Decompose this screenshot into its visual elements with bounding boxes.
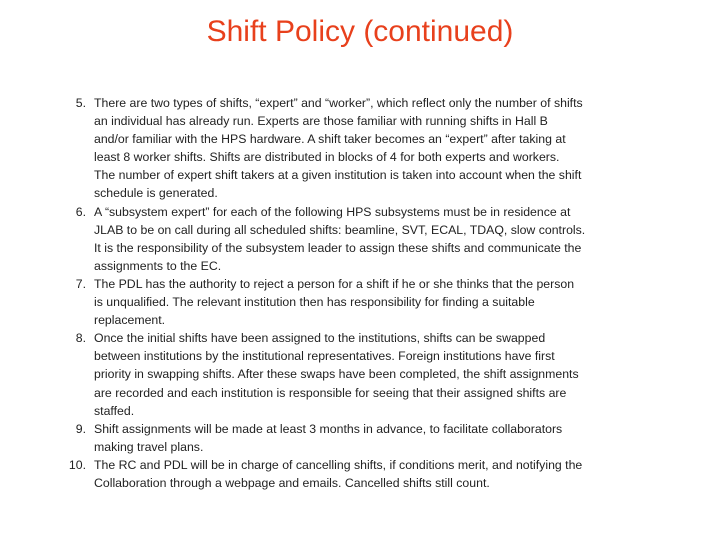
item-text: There are two types of shifts, “expert” and “worker”, which reflect only the number of shifts an individual has already run. Experts are those familiar with running shifts in Hall B and/or familiar with the HPS hardware. A shift taker becomes an “expert” after taking at least 8 worker shifts. Shifts are distributed in blocks of 4 for both experts and workers. The number of expert shift takers at a given institution is taken into account when the shift schedule is generated.: [94, 96, 583, 201]
item-text: Once the initial shifts have been assigned to the institutions, shifts can be swapped between institutions by the institutional representatives. Foreign institutions have first priority in swapping shifts. After these swaps have been completed, the shift assignments are recorded and each institution is responsible for seeing that their assigned shifts are staffed.: [94, 331, 579, 418]
list-item: [58, 203, 668, 275]
item-number: 5.: [75, 96, 86, 110]
list-item: [58, 275, 668, 329]
item-text: Shift assignments will be made at least 3 months in advance, to facilitate collaborators making travel plans.: [94, 421, 563, 454]
list-item: [58, 329, 668, 419]
slide-title: Shift Policy (continued): [206, 15, 514, 48]
list-item: [58, 94, 668, 203]
item-text: A “subsystem expert” for each of the following HPS subsystems must be in residence at JLAB to be on call during all scheduled shifts: beamline, SVT, ECAL, TDAQ, slow controls. It is the responsibility of the subsystem leader to assign these shifts and communicate the assignments to the EC.: [94, 204, 586, 273]
item-number: 7.: [75, 276, 86, 291]
list-item: [58, 456, 668, 492]
item-text: The PDL has the authority to reject a person for a shift if he or she thinks that the person is unqualified. The relevant institution then has responsibility for finding a suitable replacement.: [94, 276, 575, 328]
item-number: 9.: [75, 421, 86, 436]
list-item: [58, 420, 668, 456]
item-text: The RC and PDL will be in charge of cancelling shifts, if conditions merit, and notifying the Collaboration through a webpage and emails. Cancelled shifts still count.: [94, 457, 583, 490]
item-number: 6.: [75, 204, 86, 219]
item-number: 10.: [68, 457, 86, 472]
item-number: 8.: [75, 331, 86, 346]
policy-list: [58, 94, 668, 492]
